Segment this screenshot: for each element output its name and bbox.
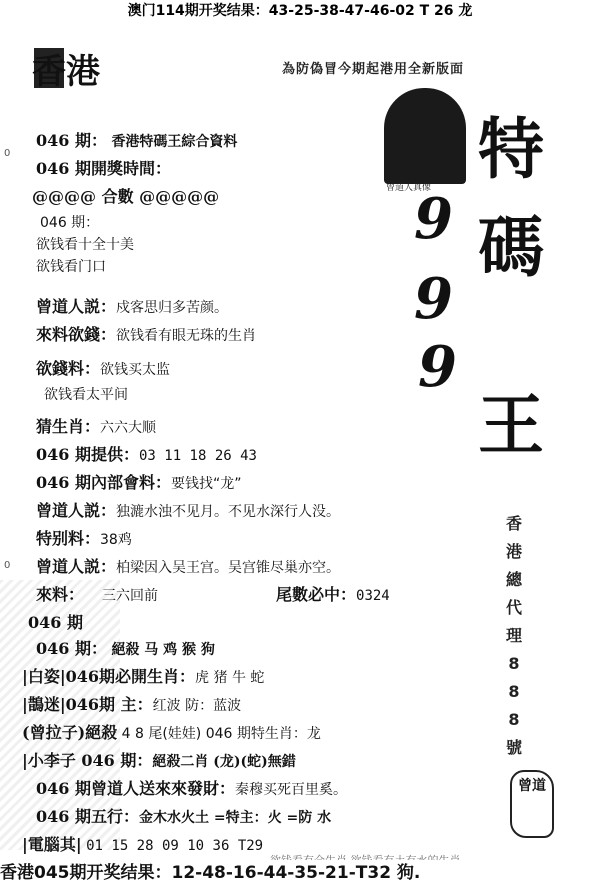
line-label: 曾道人説： [36,297,117,316]
masthead-slogan: 為防偽冒今期起港用全新版面 [282,62,465,77]
masthead-title: 香港 [32,52,100,92]
content-line [36,554,340,577]
line-text: 欲钱看门口 [36,259,106,275]
agent-char: 8 [508,654,520,673]
tail-code-label: 尾數必中： [276,585,357,604]
content-line [36,356,170,379]
line-label: 特别料： [36,529,101,548]
content-line [22,748,296,771]
line-text: 要钱找“龙” [170,476,242,492]
content-line [28,610,83,633]
line-text: 絕殺 马 鸡 猴 狗 [111,642,215,658]
tail-code-line [276,582,390,605]
agent-char: 號 [505,738,522,757]
line-label: 猜生肖： [36,417,101,436]
content-line [36,156,171,179]
content-line [36,256,106,276]
line-text: 03 11 18 26 43 [138,448,257,464]
line-text: 欲钱看有眼无珠的生肖 [116,328,257,344]
content-line [36,498,340,521]
nine-mark: 9 [414,266,453,332]
line-text: 欲钱看十全十美 [36,237,134,253]
line-text: 独漉水浊不见月。不见水深行人没。 [116,504,341,520]
line-text: 柏梁因入吴王宫。吴宫锥尽巢亦空。 [116,560,341,576]
agent-char: 港 [505,542,522,561]
line-label: @@@@ 合數 @@@@@ [32,187,220,206]
line-text: 4 8 尾(娃娃) 046 期特生肖：龙 [121,726,321,742]
hk-result-footer: 香港045期开奖结果：12-48-16-44-35-21-T32 狗. [0,860,600,887]
line-text: 香港特碼王綜合資料 [111,134,238,150]
line-text: 戍客思归多苦颜。 [116,300,229,316]
nine-mark: 9 [414,186,453,252]
content-line [36,470,242,493]
content-line [36,234,134,254]
tail-code-value: 0324 [356,588,390,604]
line-label: |白姿|046期必開生肖： [22,667,196,686]
line-label: 來料： [36,585,85,604]
line-text: 红波 防：蓝波 [152,698,242,714]
content-line [36,582,158,605]
content-line [44,384,128,404]
line-text: 欲钱买太监 [100,362,171,378]
nine-mark: 9 [418,334,457,400]
content-line [36,526,132,549]
content-line [22,832,263,855]
line-text: 欲钱看太平间 [44,387,128,403]
line-label: |小李子 046 期： [22,751,153,770]
content-line [36,442,257,465]
content-line [22,664,264,687]
content-line [36,776,347,799]
content-line [22,720,321,743]
line-label: 046 期五行： [36,807,139,826]
margin-mark: 0 [4,560,11,571]
line-label: 046 期： [40,215,100,231]
agent-char: 總 [505,570,522,589]
agent-char: 理 [505,626,522,645]
line-label: 曾道人説： [36,501,117,520]
line-text: 01 15 28 09 10 36 T29 [86,838,264,854]
content-line [40,212,99,232]
line-label: 046 期 [28,613,83,632]
agent-char: 8 [508,682,520,701]
signature-stamp: 曾道 [510,770,554,838]
content-line [36,128,237,151]
macau-result-header: 澳门114期开奖结果：43-25-38-47-46-02 T 26 龙 [127,3,473,19]
line-text: 絕殺二肖 (龙)(蛇)無錯 [152,754,296,770]
tema-char: 特 [478,110,544,188]
content-line [22,692,241,715]
content-line [32,184,219,207]
content-line [36,294,228,317]
content-line [36,804,331,827]
line-label: |電腦其| [22,835,82,854]
margin-mark: 0 [4,148,11,159]
agent-char: 代 [505,598,522,617]
line-label: |鵲迷|046期 主： [22,695,153,714]
tema-title [478,100,558,474]
line-text: 三六回前 [102,588,159,604]
line-label: 曾道人説： [36,557,117,576]
portrait-caption: 曾道人真像 [386,183,432,193]
agent-char: 8 [508,710,520,729]
line-text: 38鸡 [100,532,132,548]
content-line [36,322,256,345]
line-label: 046 期內部會料： [36,473,171,492]
line-text: 金木水火土 =特主：火 =防 水 [138,810,332,826]
agent-column [500,510,528,762]
content-line [36,414,156,437]
line-label: 來料欲錢： [36,325,117,344]
line-label: 046 期開獎時間： [36,159,171,178]
portrait-image [384,88,466,184]
line-text: 秦穆买死百里奚。 [234,782,347,798]
line-text: 六六大顺 [100,420,157,436]
line-label: 欲錢料： [36,359,101,378]
line-label: 046 期： [36,131,107,150]
agent-char: 香 [505,514,522,533]
line-label: 046 期提供： [36,445,139,464]
content-line [36,636,215,659]
line-text: 虎 猪 牛 蛇 [195,670,265,686]
line-label: 046 期： [36,639,107,658]
line-label: 046 期曾道人送來來發財： [36,779,235,798]
tema-char: 王 [478,386,544,464]
tema-char: 碼 [478,208,544,286]
line-label: (曾拉子)絕殺 [22,723,118,742]
